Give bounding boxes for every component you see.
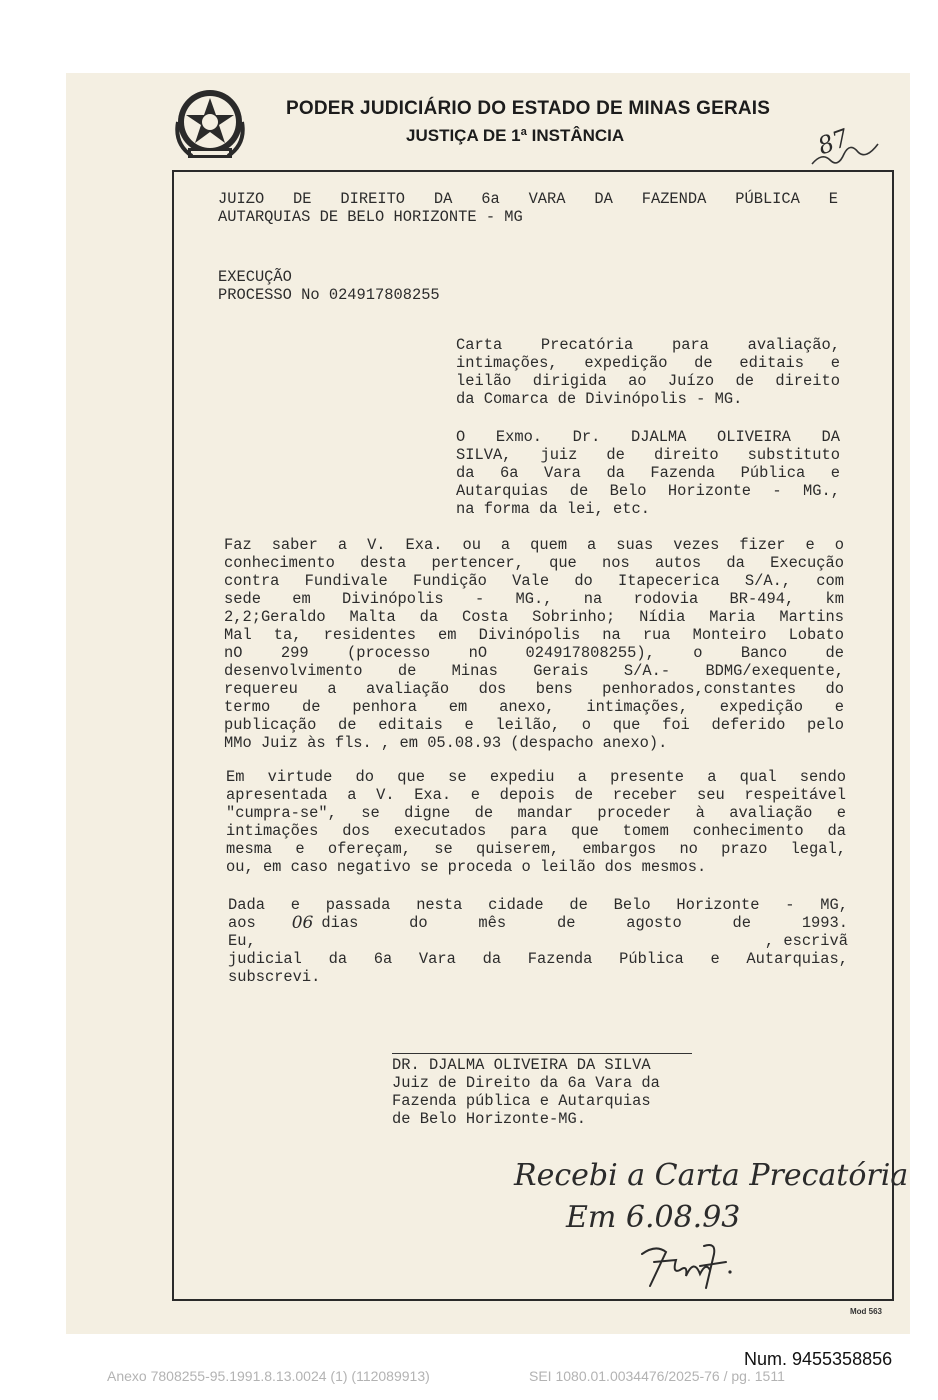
signature-rule (392, 1053, 692, 1054)
closing-aos: aos (228, 914, 256, 932)
para2-line: intimações dos executados para que tomem conhecimento da (226, 822, 846, 840)
summary-line: Carta Precatória para avaliação, (456, 336, 840, 354)
closing-line-1: Dada e passada nesta cidade de Belo Horizonte - MG, (228, 896, 848, 914)
para1-line: 2,2;Geraldo Malta da Costa Sobrinho; Nídia Maria Martins (224, 608, 844, 626)
para1-line: conhecimento desta pertencer, que nos autos da Execução (224, 554, 844, 572)
court-header (218, 190, 838, 226)
closing-line-4: judicial da 6a Vara da Fazenda Pública e Autarquias, (228, 950, 848, 968)
para1-line: requereu a avaliação dos bens penhorados,constantes do (224, 680, 844, 698)
margin-initials-scribble (808, 134, 882, 170)
summary-line: intimações, expedição de editais e (456, 354, 840, 372)
handwritten-signature (636, 1240, 736, 1294)
para1-line: sede em Divinópolis - MG., na rodovia BR-494, km (224, 590, 844, 608)
judge-title-line: de Belo Horizonte-MG. (392, 1110, 586, 1128)
judge-name: DR. DJALMA OLIVEIRA DA SILVA (392, 1056, 651, 1074)
para1-line: termo de penhora em anexo, intimações, expedição e (224, 698, 844, 716)
court-line-1: JUIZO DE DIREITO DA 6a VARA DA FAZENDA PÚBLICA E (218, 190, 838, 208)
closing-line-3 (228, 932, 848, 950)
closing-date: dias do mês de agosto de 1993. (321, 914, 848, 932)
paragraph-2 (226, 768, 846, 876)
para1-line: Faz saber a V. Exa. ou a quem a suas vezes fizer e o (224, 536, 844, 554)
document-number: Num. 9455358856 (744, 1349, 893, 1369)
para2-line: Em virtude do que se expediu a presente a qual sendo (226, 768, 846, 786)
summary-block (456, 336, 840, 408)
footer-sei: SEI 1080.01.0034476/2025-76 / pg. 1511 (529, 1368, 785, 1384)
intro-line: na forma da lei, etc. (456, 500, 650, 518)
footer-annex: Anexo 7808255-95.1991.8.13.0024 (1) (112089913) (107, 1368, 430, 1384)
receipt-date: Em 6.08.93 (566, 1200, 741, 1235)
para1-line: nO 299 (processo nO 024917808255), o Banco de (224, 644, 844, 662)
intro-line: SILVA, juiz de direito substituto (456, 446, 840, 464)
case-block (218, 268, 518, 304)
margin-note: 87 (814, 123, 853, 161)
intro-line: Autarquias de Belo Horizonte - MG., (456, 482, 840, 500)
receipt-note: Recebi a Carta Precatória (514, 1158, 909, 1193)
closing-block (228, 896, 848, 986)
letterhead-subtitle: JUSTIÇA DE 1ª INSTÂNCIA (406, 126, 625, 145)
para2-line: apresentada a V. Exa. e depois de receber seu respeitável (226, 786, 846, 804)
para2-line: "cumpra-se", se digne de mandar proceder à avaliação e (226, 804, 846, 822)
judge-title-line: Juiz de Direito da 6a Vara da (392, 1074, 660, 1092)
para1-line: Mal ta, residentes em Divinópolis na rua Monteiro Lobato (224, 626, 844, 644)
closing-line-5: subscrevi. (228, 968, 321, 986)
intro-line: O Exmo. Dr. DJALMA OLIVEIRA DA (456, 428, 840, 446)
para1-line: contra Fundivale Fundição Vale do Itapecerica S/A., com (224, 572, 844, 590)
summary-line: leilão dirigida ao Juízo de direito (456, 372, 840, 390)
para1-line: MMo Juiz às fls. , em 05.08.93 (despacho anexo). (224, 734, 668, 752)
signature-block (392, 1056, 712, 1128)
case-type: EXECUÇÃO (218, 268, 292, 286)
form-code: Mod 563 (850, 1307, 883, 1316)
coat-of-arms-seal (168, 86, 252, 164)
para2-line: ou, em caso negativo se proceda o leilão dos mesmos. (226, 858, 707, 876)
judge-title-line: Fazenda pública e Autarquias (392, 1092, 651, 1110)
judge-intro-block (456, 428, 840, 518)
para1-line: desenvolvimento de Minas Gerais S/A.- BDMG/exequente, (224, 662, 844, 680)
summary-line: da Comarca de Divinópolis - MG. (456, 390, 743, 408)
closing-eu: Eu, (228, 932, 256, 950)
handwritten-day: 06 (291, 913, 314, 933)
letterhead-title: PODER JUDICIÁRIO DO ESTADO DE MINAS GERAIS (286, 98, 771, 119)
closing-line-2 (228, 914, 848, 932)
para2-line: mesma e ofereçam, se quiserem, embargos no prazo legal, (226, 840, 846, 858)
process-number: PROCESSO No 024917808255 (218, 286, 440, 304)
paragraph-1 (224, 536, 844, 752)
closing-escriva: , escrivã (764, 932, 848, 950)
intro-line: da 6a Vara da Fazenda Pública e (456, 464, 840, 482)
court-line-2: AUTARQUIAS DE BELO HORIZONTE - MG (218, 208, 523, 226)
para1-line: publicação de editais e leilão, o que foi deferido pelo (224, 716, 844, 734)
